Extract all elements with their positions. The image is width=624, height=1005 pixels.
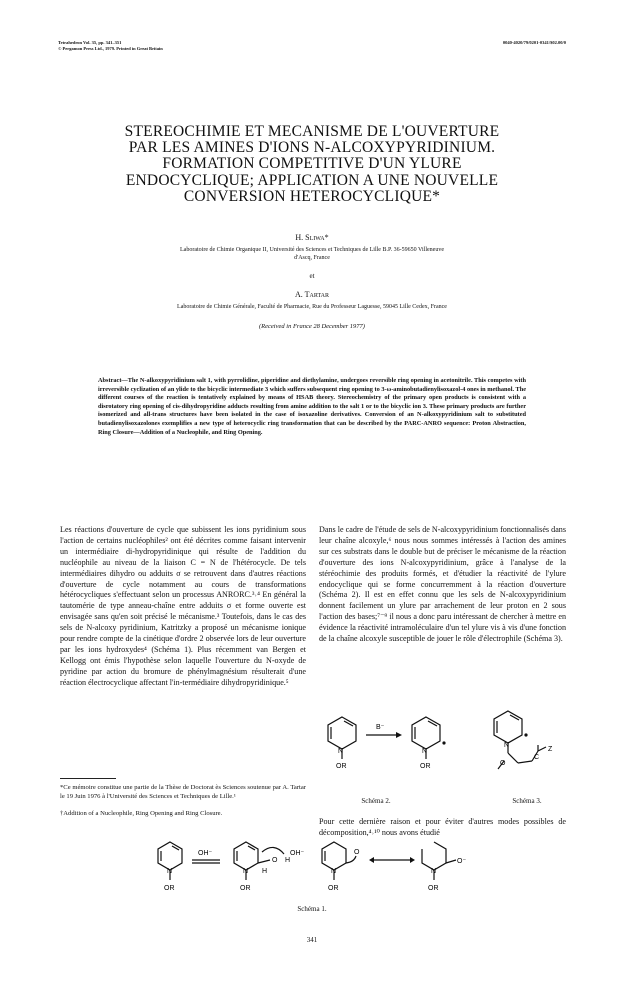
scheme-1-n-label-2: N [243, 868, 249, 875]
journal-citation [58, 40, 163, 52]
scheme-2-base-label: B⁻ [376, 724, 385, 731]
abstract: Abstract—The N-alkoxypyridinium salt 1, with pyrrolidine, piperidine and diethylamine, undergoes reversible ring opening in acetonitrile. This competes with irreversible cyclization of an ylide to the bicyclic intermediate 3 which suffers subsequent ring opening to 3-ω-aminobutadienylisoxazol-4 ones in methanol. The different courses of the reaction is tentatively explained by means of HSAB theory. Stereochemistry of the primary open products is consistent with a disrotatory ring opening of cis-dihydropyridine adducts resulting from amine addition to the salt 1 or to the bicyclic ion 3. These primary products are further isomerized and all-trans structures have been isolated in the case of isoxazoline derivatives. Conversion of an N-alkoxypyridinium salt to substituted butadienylisoxazolones exemplifies a new type of heterocyclic ring transformation that can be described by the PARC-ANRO sequence: Proton Abstraction, Ring Closure—Addition of a Nucleophile, and Ring Opening. [98, 377, 526, 436]
scheme-1-caption: Schéma 1. [297, 905, 327, 913]
author-1: H. Sliwa* [295, 233, 329, 242]
scheme-2-ylide-n-label: N [422, 748, 428, 755]
journal-line-1: Tetrahedron Vol. 35, pp. 341–351 [58, 40, 122, 45]
scheme-3-z-label: Z [548, 746, 553, 753]
author-2: A. Tartar [294, 290, 329, 299]
scheme-2-structures [320, 713, 450, 773]
scheme-3-c-label: C [534, 754, 540, 761]
scheme-1-or-label-4: OR [428, 885, 439, 892]
affiliation-1-line-1: Laboratoire de Chimie Organique II, Université des Sciences et Techniques de Lille B.P. 36-59650 Villeneuve [180, 247, 444, 253]
ylide-dot-icon [524, 733, 527, 736]
journal-code: 0040-4020/79/0201-0341/$02.00/0 [502, 40, 566, 45]
scheme-3-structure [488, 705, 568, 783]
title-line-1: STEREOCHIMIE ET MECANISME DE L'OUVERTURE [124, 123, 500, 140]
title-line-4: ENDOCYCLIQUE; APPLICATION A UNE NOUVELLE [125, 171, 499, 189]
scheme-1-or-label-1: OR [164, 885, 175, 892]
scheme-1-o-label-3: O [354, 849, 360, 856]
left-column-text: Les réactions d'ouverture de cycle que subissent les ions pyridinium sous l'action de certains nucléophiles² ont été décrites comme faisant intervenir un intermédiaire di-hydropyridinique qui résulte de l'addition du nucléophile au niveau de la liaison C = N de l'hétérocycle. De tels intermédiaires dihydro ou adduits σ se retrouvent dans d'autres réactions d'ouverture de cycle notamment au cours de transformations hétérocycliques s'effectuant selon un processus ANRORC.³˒⁴ En général la tautomérie de type anneau-chaîne entre adduits σ et forme ouverte est envisagée sans qu'en soit précisé le mécanisme.³ Toutefois, dans le cas des sels de N-alcoxy pyridinium, Katritzky a proposé un mécanisme ionique pour rendre compte de la cinétique d'ordre 2 observée lors de leur ouverture par les ions hydroxydes⁴ (Schéma 1). Plus récemment van Bergen et Kellogg ont émis l'hypothèse selon laquelle l'ouverture du N-oxyde de pyridine par action du bromure de phénylmagnésium résulterait d'une réaction électrocyclique affectant l'in-termédiaire dihydropyridinique.⁵ [60, 525, 306, 687]
scheme-3-o-label: O [500, 760, 506, 767]
page-number: 341 [306, 936, 318, 944]
title-line-5: CONVERSION HETEROCYCLIQUE* [183, 187, 441, 205]
affiliation-1-line-2: d'Ascq, France [294, 255, 330, 261]
right-column-text: Dans le cadre de l'étude de sels de N-alcoxypyridinium fonctionnalisés dans leur chaîne alcoxyle,⁶ nous nous sommes intéressés à l'action des amines sur ces substrats dans le double but de préciser le mécanisme de la réaction d'ouverture des ions N-alcoxypyridinium, grâce à l'analyse de la stéréochimie des produits formés, et d'étudier la réactivité de l'ylure endocyclique qui se forme concurremment à la réaction d'ouverture (Schéma 2). Il est en effet connu que les sels de N-alcoxypyridinium donnent facilement un ylure par arrachement de leur proton en 2 sous l'action des bases;⁷⁻⁹ il nous a donc paru intéressant de chercher à mettre en évidence la réactivité intramoléculaire d'un tel ylure vis à vis d'une fonction de la chaîne alcoxyle susceptible de jouer le rôle d'électrophile (Schéma 3). [319, 525, 566, 644]
scheme-1-o-label: O [272, 857, 278, 864]
footnote-2: †Addition of a Nucleophile, Ring Opening and Ring Closure. [60, 810, 223, 817]
scheme-1-h-label: H [262, 868, 268, 875]
right-column-continuation: Pour cette dernière raison et pour éviter d'autres modes possibles de décomposition,⁴˒¹⁰ nous avons étudié [319, 817, 566, 837]
scheme-1-n-label-3: N [331, 868, 337, 875]
scheme-1-oh-label-1: OH⁻ [198, 850, 213, 857]
ring-opening-intermediate-icon [322, 842, 356, 880]
resonance-right-head-icon [410, 857, 415, 863]
scheme-2-ylide-or-label: OR [420, 763, 431, 770]
scheme-1-oh-label-2: OH⁻ [290, 850, 305, 857]
title-line-3: FORMATION COMPETITIVE D'UN YLURE [162, 155, 462, 173]
article-title [60, 124, 564, 205]
scheme-2-caption: Schéma 2. [361, 797, 391, 805]
footnote-rule [60, 778, 116, 779]
arrow-head-icon [396, 732, 402, 738]
scheme-2-or-label: OR [336, 763, 347, 770]
et-conjunction: et [309, 272, 315, 280]
scheme-1-or-label-2: OR [240, 885, 251, 892]
scheme-1-n-label-1: N [167, 868, 173, 875]
open-chain-oxime-icon [422, 842, 456, 880]
journal-line-2: © Pergamon Press Ltd., 1979. Printed in Great Britain [58, 46, 163, 51]
footnote-1: *Ce mémoire constitue une partie de la Thèse de Doctorat ès Sciences soutenue par A. Tartar le 19 Juin 1976 à l'Université des Sciences et Techniques de Lille.¹ [60, 784, 306, 800]
scheme-3-caption: Schéma 3. [512, 797, 542, 805]
scheme-1-h-label-2: H [285, 857, 291, 864]
scheme-2-n-label: N [338, 748, 344, 755]
scheme-1-structures [150, 838, 480, 898]
received-date: (Received in France 28 December 1977) [259, 323, 365, 330]
carbanion-dot-icon [442, 741, 445, 744]
scheme-1-ominus-label: O⁻ [457, 858, 467, 865]
scheme-3-n-label: N [504, 742, 510, 749]
scheme-1-n-label-4: N [431, 868, 437, 875]
affiliation-1 [62, 246, 562, 262]
scheme-1-or-label-3: OR [328, 885, 339, 892]
title-line-2: PAR LES AMINES D'IONS N-ALCOXYPYRIDINIUM. [128, 139, 496, 157]
affiliation-2: Laboratoire de Chimie Générale, Faculté de Pharmacie, Rue du Professeur Laguesse, 59045 Lille Cedex, France [177, 304, 447, 310]
resonance-left-head-icon [369, 857, 374, 863]
